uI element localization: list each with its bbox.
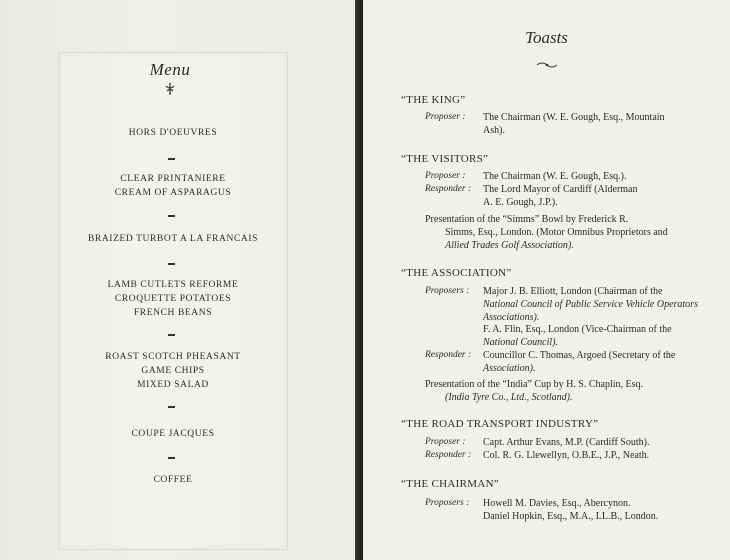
menu-item: COUPE JACQUES (131, 429, 215, 439)
responder-label: Responder : (425, 450, 472, 460)
proposers-label: Proposers : (425, 286, 470, 296)
course-divider (168, 158, 175, 160)
toast-heading-chairman: “THE CHAIRMAN” (401, 478, 499, 490)
menu-item: FRENCH BEANS (133, 308, 213, 318)
menu-item: CLEAR PRINTANIERE (120, 174, 226, 184)
proposer-text: Capt. Arthur Evans, M.P. (Cardiff South). (483, 437, 650, 448)
menu-item: GAME CHIPS (141, 366, 205, 376)
responder-text: Councillor C. Thomas, Argoed (Secretary of the (483, 350, 676, 361)
proposer-text: Howell M. Davies, Esq., Abercynon. (483, 498, 631, 509)
proposer-label: Proposer : (425, 437, 466, 447)
responder-text-cont: Association). (483, 363, 536, 374)
menu-item: CROQUETTE POTATOES (114, 294, 232, 304)
menu-page (0, 0, 355, 560)
responder-label: Responder : (425, 350, 472, 360)
fleuron-ornament-icon (160, 82, 180, 100)
course-soup (60, 172, 286, 200)
proposer-text: F. A. Flin, Esq., London (Vice-Chairman of the (483, 324, 672, 335)
toasts-title: Toasts (525, 28, 568, 47)
proposer-text: The Chairman (W. E. Gough, Esq., Mountain (483, 112, 665, 123)
proposer-text-cont: Associations). (483, 312, 540, 323)
toasts-page (363, 0, 730, 560)
responder-label: Responder : (425, 184, 472, 194)
toast-heading-king: “THE KING” (401, 94, 466, 106)
proposer-text-cont: National Council of Public Service Vehicle Operators (483, 299, 698, 310)
responder-text: The Lord Mayor of Cardiff (Alderman (483, 184, 638, 195)
toast-heading-association: “THE ASSOCIATION” (401, 267, 512, 279)
responder-text: Col. R. G. Llewellyn, O.B.E., J.P., Neath. (483, 450, 650, 461)
presentation-text: Presentation of the “India” Cup by H. S. Chaplin, Esq. (425, 379, 644, 390)
menu-title: Menu (149, 60, 191, 79)
course-divider (168, 457, 175, 459)
course-divider (168, 263, 175, 265)
course-divider (168, 334, 175, 336)
proposers-label: Proposers : (425, 498, 470, 508)
course-fish (60, 232, 286, 246)
menu-item: COFFEE (153, 475, 193, 485)
proposer-text: Major J. B. Elliott, London (Chairman of the (483, 286, 663, 297)
menu-item: ROAST SCOTCH PHEASANT (105, 352, 241, 362)
course-lamb (60, 278, 286, 320)
menu-item: CREAM OF ASPARAGUS (114, 188, 232, 198)
proposer-text-cont: National Council). (483, 337, 558, 348)
proposer-text: Daniel Hopkin, Esq., M.A., LL.B., London. (483, 511, 659, 522)
proposer-text-cont: Ash). (483, 125, 505, 136)
responder-text-cont: A. E. Gough, J.P.). (483, 197, 558, 208)
course-dessert (60, 427, 286, 441)
page-fold (355, 0, 363, 560)
menu-item: MIXED SALAD (137, 380, 209, 390)
proposer-text: The Chairman (W. E. Gough, Esq.). (483, 171, 627, 182)
course-hors-doeuvres (60, 126, 286, 140)
toast-heading-visitors: “THE VISITORS” (401, 153, 489, 165)
toast-heading-road-transport: “THE ROAD TRANSPORT INDUSTRY” (401, 418, 599, 430)
course-divider (168, 406, 175, 408)
proposer-label: Proposer : (425, 171, 466, 181)
menu-item: HORS D'OEUVRES (128, 128, 218, 138)
flourish-ornament-icon (535, 58, 559, 73)
course-divider (168, 215, 175, 217)
presentation-text-cont: (India Tyre Co., Ltd., Scotland). (445, 392, 573, 403)
course-pheasant (60, 350, 286, 392)
presentation-text-cont: Allied Trades Golf Association). (445, 240, 574, 251)
presentation-text-cont: Simms, Esq., London. (Motor Omnibus Proprietors and (445, 227, 668, 238)
presentation-text: Presentation of the “Simms” Bowl by Frederick R. (425, 214, 629, 225)
course-coffee (60, 473, 286, 487)
proposer-label: Proposer : (425, 112, 466, 122)
menu-item: BRAIZED TURBOT A LA FRANCAIS (87, 234, 259, 244)
menu-item: LAMB CUTLETS REFORME (107, 280, 239, 290)
